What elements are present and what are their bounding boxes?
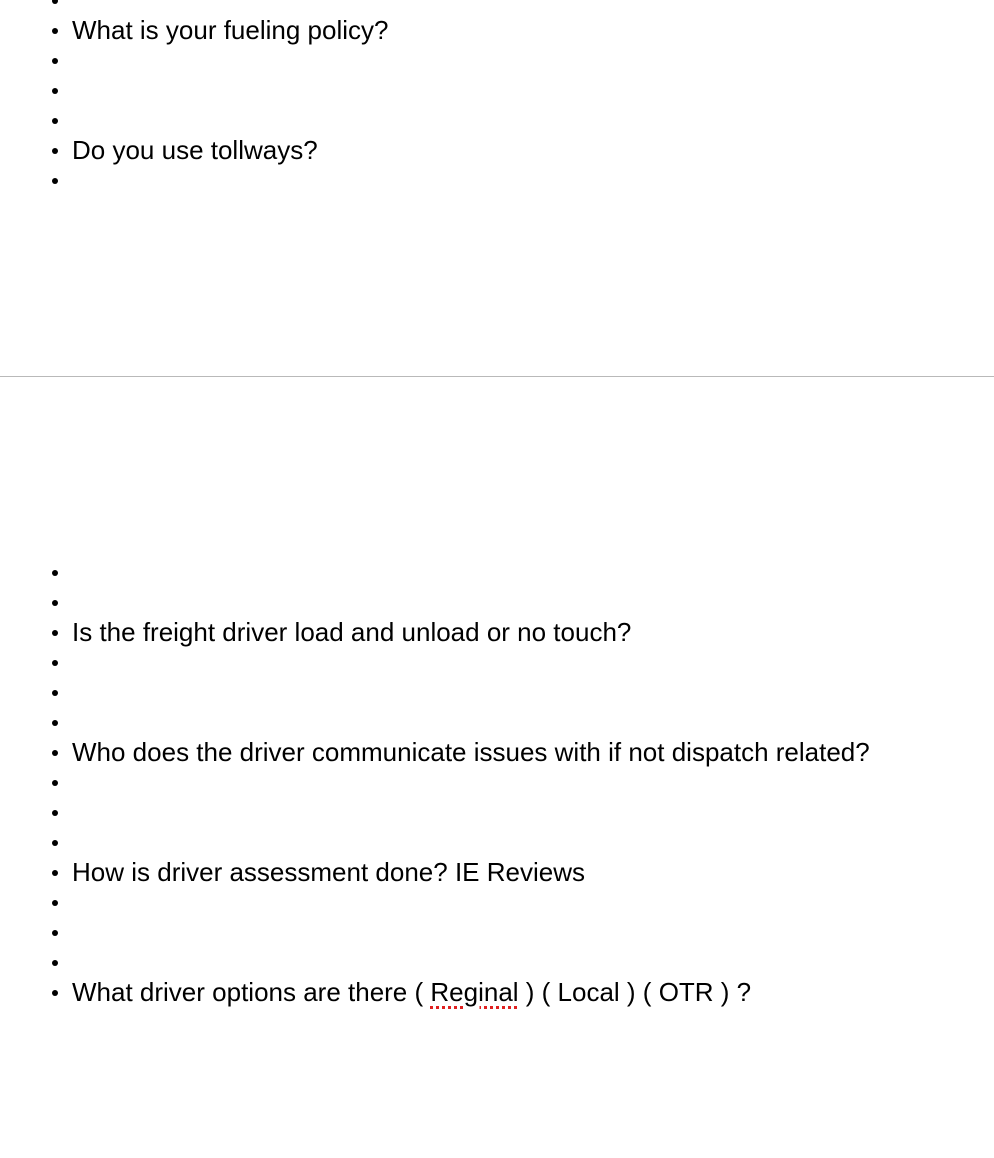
list-item[interactable]: [0, 947, 994, 977]
driver-options-text-after: ) ( Local ) ( OTR ) ?: [518, 977, 752, 1007]
list-item[interactable]: What is your fueling policy?: [0, 15, 994, 45]
misspelled-word[interactable]: Reginal: [430, 977, 519, 1007]
document-page-2: [0, 378, 994, 1158]
list-item[interactable]: [0, 707, 994, 737]
bullet-list: [0, 557, 994, 1007]
list-item[interactable]: [0, 45, 994, 75]
list-item[interactable]: How is driver assessment done? IE Reviews: [0, 857, 994, 887]
list-item[interactable]: [0, 767, 994, 797]
list-item[interactable]: [0, 587, 994, 617]
list-item[interactable]: [0, 0, 994, 15]
bullet-list: [0, 0, 994, 195]
list-item[interactable]: [0, 677, 994, 707]
list-item[interactable]: Who does the driver communicate issues with if not dispatch related?: [0, 737, 994, 767]
page-break-divider: [0, 376, 994, 377]
list-item[interactable]: Is the freight driver load and unload or no touch?: [0, 617, 994, 647]
driver-options-text-before: What driver options are there (: [72, 977, 431, 1007]
list-item[interactable]: Do you use tollways?: [0, 135, 994, 165]
list-item[interactable]: [0, 557, 994, 587]
list-item[interactable]: [0, 917, 994, 947]
list-item[interactable]: [0, 797, 994, 827]
list-item[interactable]: [0, 647, 994, 677]
list-item-driver-options[interactable]: [0, 977, 994, 1007]
list-item[interactable]: [0, 887, 994, 917]
list-item[interactable]: [0, 105, 994, 135]
list-item[interactable]: [0, 75, 994, 105]
list-item[interactable]: [0, 827, 994, 857]
list-item[interactable]: [0, 165, 994, 195]
document-page-1: [0, 0, 994, 376]
